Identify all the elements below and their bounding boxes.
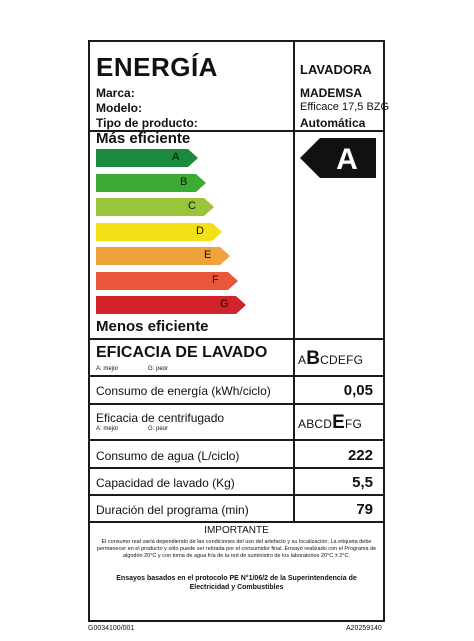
divider-energy: [90, 403, 383, 405]
scale-bar-g: [96, 296, 246, 314]
energy-label-text: Consumo de energía (kWh/ciclo): [96, 384, 271, 398]
scale-bar-f: [96, 272, 238, 290]
scale-bar-b: [96, 174, 206, 192]
divider-capacity: [90, 494, 383, 496]
duration-label-text: Duración del programa (min): [96, 503, 249, 517]
divider-water: [90, 467, 383, 469]
spin-scale-pre: ABCD: [298, 417, 333, 431]
model-value: Efficace 17,5 BZG: [300, 101, 390, 113]
water-value: 222: [347, 447, 373, 464]
spin-best: A: mejor: [96, 426, 119, 432]
capacity-label-text: Capacidad de lavado (Kg): [96, 476, 235, 490]
duration-value: 79: [356, 501, 373, 518]
model-label: Modelo:: [96, 101, 142, 115]
wash-scale-post: CDEFG: [320, 353, 364, 367]
scale-bar-d: [96, 223, 222, 241]
scale-bar-letter: D: [196, 224, 204, 237]
brand-value: MADEMSA: [300, 86, 362, 100]
energy-label: [88, 40, 390, 622]
scale-bar-letter: C: [188, 200, 196, 212]
divider-wash: [90, 375, 383, 377]
notice-title: IMPORTANTE: [204, 525, 269, 536]
wash-worst: G: peor: [148, 366, 169, 372]
upper-divider: [293, 42, 295, 340]
capacity-value: 5,5: [352, 474, 373, 491]
spin-scale: [298, 412, 362, 434]
type-value: Automática: [300, 116, 366, 130]
water-label-text: Consumo de agua (L/ciclo): [96, 449, 240, 463]
divider-spin: [90, 439, 383, 441]
wash-best: A: mejor: [96, 366, 119, 372]
footer-left-code: G0034100/001: [88, 625, 135, 632]
energy-value: 0,05: [343, 382, 373, 399]
spin-worst: G: peor: [148, 426, 169, 432]
notice-protocol: Ensayos basados en el protocolo PE N°1/06/2 de la Superintendencia de Electricidad y Combustibles: [116, 575, 357, 591]
scale-bar-c: [96, 198, 214, 216]
value-divider: [293, 338, 295, 521]
footer-right-code: A20259140: [346, 625, 382, 632]
scale-bar-e: [96, 247, 230, 265]
scale-bar-letter: G: [220, 298, 229, 310]
wash-scale: [298, 348, 363, 370]
rating-letter: A: [336, 143, 358, 176]
scale-bar-letter: B: [180, 175, 188, 188]
notice-body: El consumo real varía dependiendo de las condiciones del uso del artefacto y su localización. La etiqueta debe permanecer en el producto y sólo puede ser retirada por el consumidor final. Ensayo realizado con el Programa de algodón 20°C y con toma de agua fría de la red de suministro de los laboratorios 20°C ± 2°C.: [96, 539, 377, 560]
wash-scale-selected: B: [306, 348, 321, 369]
spin-scale-post: FG: [345, 417, 363, 431]
divider-duration: [90, 521, 383, 523]
divider-scale: [90, 338, 383, 340]
scale-top-label: Más eficiente: [96, 130, 191, 147]
scale-bottom-label: Menos eficiente: [96, 318, 209, 335]
scale-bar-letter: A: [172, 151, 180, 163]
label-title: ENERGÍA: [96, 52, 218, 82]
spin-label-text: Eficacia de centrifugado: [96, 411, 225, 425]
wash-scale-pre: A: [298, 353, 307, 367]
brand-label: Marca:: [96, 86, 135, 100]
scale-bar-a: [96, 149, 198, 167]
spin-scale-selected: E: [332, 412, 346, 433]
scale-bar-letter: F: [212, 273, 219, 286]
wash-title: EFICACIA DE LAVADO: [96, 344, 268, 361]
rating-arrow: [300, 138, 376, 178]
product-name: LAVADORA: [300, 62, 372, 77]
type-label: Tipo de producto:: [96, 116, 198, 130]
scale-bar-letter: E: [204, 249, 212, 261]
